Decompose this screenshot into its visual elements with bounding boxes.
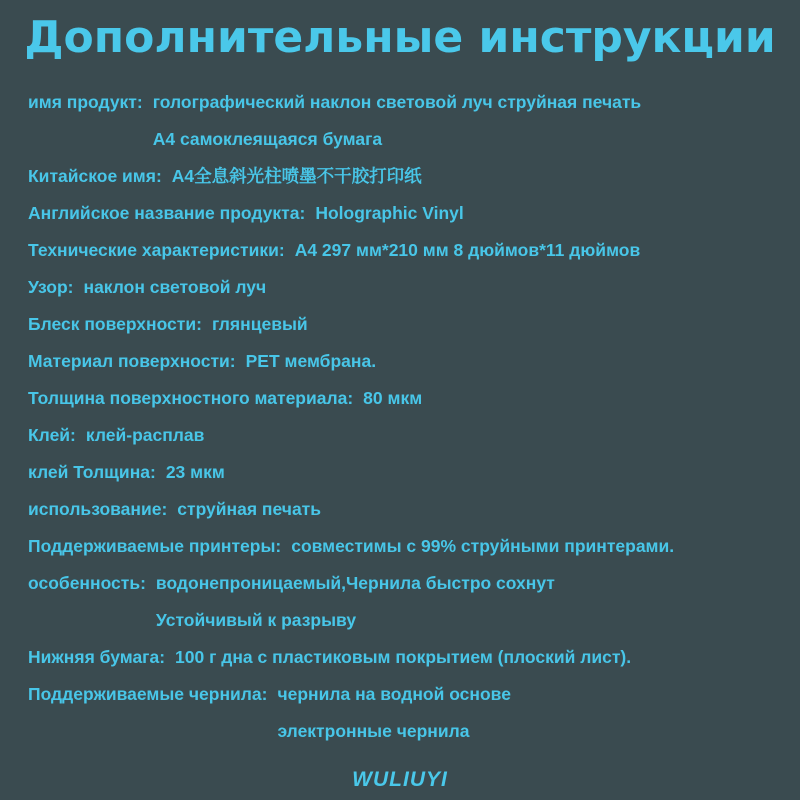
spec-value: чернила на водной основе bbox=[277, 684, 511, 704]
spec-row-inks bbox=[28, 680, 788, 717]
spec-label: Толщина поверхностного материала: bbox=[28, 388, 354, 408]
spec-value: A4全息斜光柱喷墨不干胶打印纸 bbox=[171, 166, 422, 186]
spec-value: A4 297 мм*210 мм 8 дюймов*11 дюймов bbox=[294, 240, 641, 260]
brand-name: WULIUYI bbox=[352, 768, 448, 791]
spec-label: использование: bbox=[28, 499, 168, 519]
spec-value: PET мембрана. bbox=[245, 351, 377, 371]
spec-row-usage bbox=[28, 495, 788, 532]
spec-value: 80 мкм bbox=[363, 388, 423, 408]
spec-value: Holographic Vinyl bbox=[315, 203, 464, 223]
spec-row-gloss bbox=[28, 310, 788, 347]
spec-row-printers bbox=[28, 532, 788, 569]
spec-label: Материал поверхности: bbox=[28, 351, 236, 371]
spec-row-adhesive-thickness bbox=[28, 458, 788, 495]
spec-value: совместимы с 99% струйными принтерами. bbox=[291, 536, 675, 556]
spec-row-adhesive bbox=[28, 421, 788, 458]
spec-row-features bbox=[28, 569, 788, 606]
spec-row-base-paper bbox=[28, 643, 788, 680]
spec-value: 100 г дна с пластиковым покрытием (плоский лист). bbox=[175, 647, 632, 667]
spec-label: Блеск поверхности: bbox=[28, 314, 202, 334]
spec-continuation: A4 самоклеящаяся бумага bbox=[152, 129, 383, 149]
spec-list bbox=[28, 88, 788, 754]
spec-value: клей-расплав bbox=[85, 425, 205, 445]
spec-label: особенность: bbox=[28, 573, 146, 593]
spec-row-english-name bbox=[28, 199, 788, 236]
spec-value: голографический наклон световой луч струйная печать bbox=[152, 92, 642, 112]
spec-label: имя продукт: bbox=[28, 92, 143, 112]
spec-row-pattern bbox=[28, 273, 788, 310]
spec-continuation: электронные чернила bbox=[277, 721, 470, 741]
page-title: Дополнительные инструкции bbox=[24, 12, 776, 63]
spec-label: Узор: bbox=[28, 277, 74, 297]
spec-value: струйная печать bbox=[177, 499, 322, 519]
spec-value: 23 мкм bbox=[165, 462, 225, 482]
spec-row-product-name bbox=[28, 88, 788, 125]
spec-label: Китайское имя: bbox=[28, 166, 162, 186]
spec-label: клей Толщина: bbox=[28, 462, 156, 482]
spec-value: глянцевый bbox=[211, 314, 308, 334]
spec-label: Поддерживаемые чернила: bbox=[28, 684, 268, 704]
spec-label: Английское название продукта: bbox=[28, 203, 306, 223]
spec-continuation: Устойчивый к разрыву bbox=[155, 610, 357, 630]
spec-row-surface-thickness bbox=[28, 384, 788, 421]
spec-label: Нижняя бумага: bbox=[28, 647, 166, 667]
spec-label: Поддерживаемые принтеры: bbox=[28, 536, 282, 556]
spec-label: Технические характеристики: bbox=[28, 240, 285, 260]
spec-row-surface-material bbox=[28, 347, 788, 384]
spec-row-specifications bbox=[28, 236, 788, 273]
spec-row-chinese-name bbox=[28, 162, 788, 199]
spec-label: Клей: bbox=[28, 425, 76, 445]
spec-value: наклон световой луч bbox=[83, 277, 267, 297]
spec-value: водонепроницаемый,Чернила быстро сохнут bbox=[155, 573, 555, 593]
